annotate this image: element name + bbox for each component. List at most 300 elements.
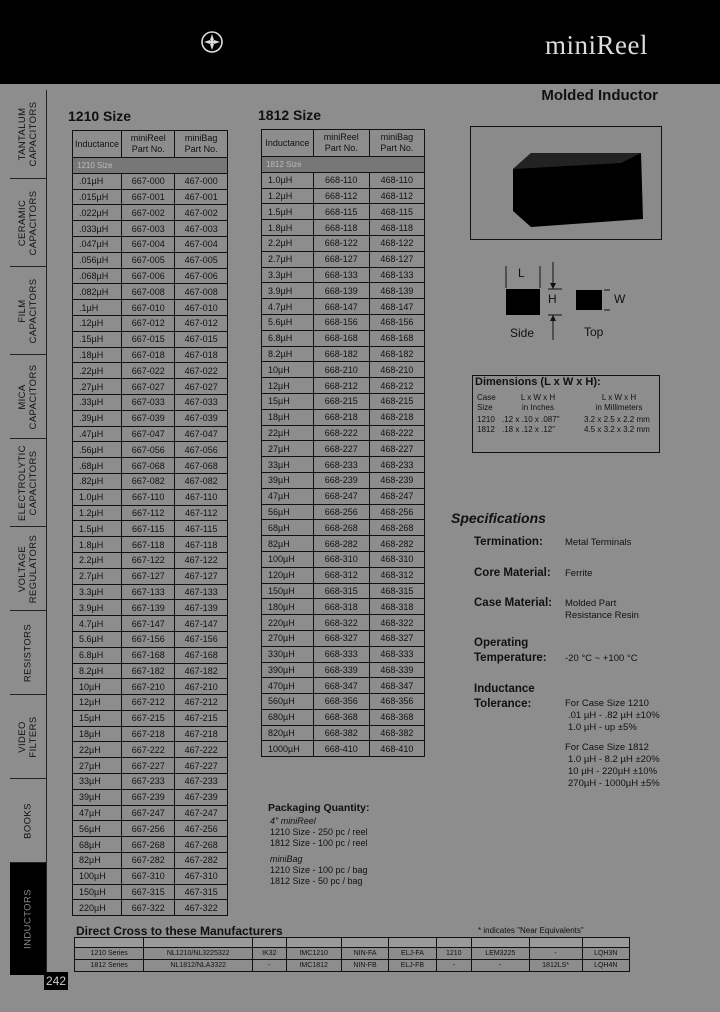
minireel-part-cell: 668-127 — [313, 251, 369, 267]
minibag-part-cell: 468-268 — [369, 520, 424, 536]
cross-header-cell — [471, 938, 529, 948]
minibag-part-cell: 467-022 — [175, 363, 228, 379]
minibag-part-cell: 467-115 — [175, 521, 228, 537]
minireel-part-cell: 667-033 — [122, 394, 175, 410]
inductance-cell: 47µH — [262, 488, 314, 504]
tolerance-label: Inductance Tolerance: — [474, 683, 535, 710]
label-top: Top — [584, 325, 604, 339]
inductance-cell: 33µH — [73, 774, 122, 790]
table-row — [73, 473, 228, 489]
table-1210-title: 1210 Size — [68, 108, 132, 124]
minibag-part-cell: 467-039 — [175, 410, 228, 426]
sidebar-tab[interactable] — [10, 90, 47, 178]
inductance-cell: 1.0µH — [262, 172, 314, 188]
table-row — [262, 694, 425, 710]
tol-1812-line-3: 270µH - 1000µH ±5% — [568, 778, 660, 789]
dim-row-1210-case: 1210 — [477, 415, 495, 424]
inductance-cell: .015µH — [73, 189, 122, 205]
minibag-part-cell: 468-339 — [369, 662, 424, 678]
minireel-part-cell: 667-268 — [122, 837, 175, 853]
sidebar-tab[interactable] — [10, 354, 47, 439]
minireel-part-cell: 667-322 — [122, 900, 175, 916]
sidebar-tab[interactable] — [10, 694, 47, 779]
minireel-part-cell: 668-168 — [313, 330, 369, 346]
minibag-part-cell: 467-008 — [175, 284, 228, 300]
minibag-part-cell: 468-410 — [369, 741, 424, 757]
inductance-cell: 22µH — [262, 425, 314, 441]
sidebar-tab[interactable] — [10, 438, 47, 527]
minireel-part-cell: 667-022 — [122, 363, 175, 379]
table-row — [262, 441, 425, 457]
minibag-part-cell: 468-156 — [369, 314, 424, 330]
table-row — [73, 805, 228, 821]
reel-icon — [200, 30, 224, 54]
table-row — [73, 695, 228, 711]
cross-cell: - — [471, 960, 529, 972]
minibag-part-cell: 468-168 — [369, 330, 424, 346]
inductance-cell: 18µH — [262, 409, 314, 425]
minibag-part-cell: 468-256 — [369, 504, 424, 520]
table-row — [73, 616, 228, 632]
minireel-part-cell: 667-239 — [122, 789, 175, 805]
minireel-part-cell: 667-115 — [122, 521, 175, 537]
minibag-part-cell: 467-215 — [175, 710, 228, 726]
minireel-part-cell: 667-182 — [122, 663, 175, 679]
minireel-part-cell: 667-000 — [122, 173, 175, 189]
sidebar-tab-label: VOLTAGE REGULATORS — [17, 534, 39, 604]
minireel-part-cell: 668-122 — [313, 235, 369, 251]
minibag-part-cell: 468-212 — [369, 378, 424, 394]
sidebar-tab-label: INDUCTORS — [22, 889, 34, 949]
table-row — [262, 172, 425, 188]
minireel-part-cell: 668-356 — [313, 694, 369, 710]
inductance-cell: 120µH — [262, 567, 314, 583]
minireel-part-cell: 668-210 — [313, 362, 369, 378]
minibag-part-cell: 467-147 — [175, 616, 228, 632]
minireel-part-cell: 667-127 — [122, 568, 175, 584]
inductance-cell: 220µH — [262, 615, 314, 631]
minibag-part-cell: 467-015 — [175, 331, 228, 347]
sidebar-tab-label: ELECTROLYTIC CAPACITORS — [17, 445, 39, 521]
table-row — [73, 458, 228, 474]
inductance-cell: 12µH — [73, 695, 122, 711]
minibag-part-cell: 467-233 — [175, 774, 228, 790]
tol-1210-line-2: 1.0 µH - up ±5% — [568, 722, 637, 733]
sidebar-tab[interactable] — [10, 526, 47, 611]
minibag-part-cell: 468-222 — [369, 425, 424, 441]
cross-header-row — [75, 938, 630, 948]
page-number: 242 — [45, 974, 67, 988]
minibag-part-cell: 467-322 — [175, 900, 228, 916]
minireel-part-cell: 668-115 — [313, 204, 369, 220]
table-row — [262, 425, 425, 441]
packaging-bag-line-1: 1210 Size - 100 pc / bag — [270, 865, 368, 875]
minireel-part-cell: 668-247 — [313, 488, 369, 504]
cross-cell: IMC1812 — [286, 960, 341, 972]
sidebar-tab[interactable] — [10, 778, 47, 863]
sidebar-tab-label: FILM CAPACITORS — [17, 278, 39, 344]
minibag-part-cell: 467-002 — [175, 205, 228, 221]
table-row — [262, 472, 425, 488]
inductance-cell: 330µH — [262, 646, 314, 662]
minibag-part-cell: 467-227 — [175, 758, 228, 774]
minibag-part-cell: 467-122 — [175, 552, 228, 568]
table-row — [262, 188, 425, 204]
inductance-cell: 1.8µH — [73, 537, 122, 553]
inductance-cell: 10µH — [262, 362, 314, 378]
cross-cell: - — [436, 960, 471, 972]
cross-cell: - — [529, 948, 582, 960]
table-row — [73, 442, 228, 458]
sidebar-tab[interactable] — [10, 178, 47, 267]
inductance-cell: .12µH — [73, 315, 122, 331]
minireel-part-cell: 668-312 — [313, 567, 369, 583]
table-1210 — [72, 130, 228, 916]
table-row — [262, 393, 425, 409]
inductance-cell: 5.6µH — [262, 314, 314, 330]
core-material-label: Core Material: — [474, 567, 551, 579]
minireel-part-cell: 667-004 — [122, 236, 175, 252]
table-row — [73, 758, 228, 774]
inductance-cell: .056µH — [73, 252, 122, 268]
inductance-cell: .1µH — [73, 300, 122, 316]
inductance-cell: .68µH — [73, 458, 122, 474]
minireel-part-cell: 667-147 — [122, 616, 175, 632]
minibag-part-cell: 467-033 — [175, 394, 228, 410]
minireel-part-cell: 667-222 — [122, 742, 175, 758]
inductance-cell: 220µH — [73, 900, 122, 916]
minibag-part-cell: 468-318 — [369, 599, 424, 615]
inductance-cell: 150µH — [73, 884, 122, 900]
minireel-part-cell: 667-110 — [122, 489, 175, 505]
product-photo — [470, 126, 662, 240]
minibag-part-cell: 468-127 — [369, 251, 424, 267]
table-row — [73, 347, 228, 363]
minireel-part-cell: 667-012 — [122, 315, 175, 331]
minibag-part-cell: 467-001 — [175, 189, 228, 205]
inductance-cell: 270µH — [262, 630, 314, 646]
minireel-part-cell: 667-282 — [122, 853, 175, 869]
minireel-part-cell: 668-239 — [313, 472, 369, 488]
minireel-part-cell: 667-122 — [122, 552, 175, 568]
table-row — [73, 236, 228, 252]
minibag-part-cell: 467-282 — [175, 853, 228, 869]
minireel-part-cell: 668-322 — [313, 615, 369, 631]
col-minibag-header: miniBag Part No. — [369, 130, 424, 157]
cross-cell: LQH4N — [582, 960, 629, 972]
minireel-part-cell: 668-315 — [313, 583, 369, 599]
table-row — [262, 283, 425, 299]
tol-1812-line-1: 1.0 µH - 8.2 µH ±20% — [568, 754, 660, 765]
inductance-cell: 27µH — [73, 758, 122, 774]
minibag-part-cell: 468-312 — [369, 567, 424, 583]
minireel-part-cell: 668-310 — [313, 551, 369, 567]
minireel-part-cell: 667-212 — [122, 695, 175, 711]
inductance-cell: 6.8µH — [262, 330, 314, 346]
table-row — [73, 710, 228, 726]
table-row — [73, 505, 228, 521]
inductance-cell: .82µH — [73, 473, 122, 489]
table-row — [262, 583, 425, 599]
cross-header-cell — [436, 938, 471, 948]
inductance-cell: 3.9µH — [73, 600, 122, 616]
minireel-part-cell: 668-333 — [313, 646, 369, 662]
table-row — [262, 314, 425, 330]
inductance-cell: 390µH — [262, 662, 314, 678]
dim-col-case: Case Size — [477, 393, 496, 412]
tol-1812-line-2: 10 µH - 220µH ±10% — [568, 766, 658, 777]
minibag-part-cell: 467-012 — [175, 315, 228, 331]
minireel-part-cell: 668-215 — [313, 393, 369, 409]
table-row — [262, 646, 425, 662]
table-row — [73, 252, 228, 268]
minibag-part-cell: 467-127 — [175, 568, 228, 584]
minireel-part-cell: 668-182 — [313, 346, 369, 362]
table-row — [262, 725, 425, 741]
inductance-cell: 8.2µH — [73, 663, 122, 679]
minireel-part-cell: 668-339 — [313, 662, 369, 678]
minireel-part-cell: 668-382 — [313, 725, 369, 741]
minibag-part-cell: 467-003 — [175, 221, 228, 237]
minibag-part-cell: 467-047 — [175, 426, 228, 442]
inductance-cell: .47µH — [73, 426, 122, 442]
table-row — [73, 489, 228, 505]
table-row — [262, 504, 425, 520]
table-row — [262, 378, 425, 394]
minireel-part-cell: 668-147 — [313, 299, 369, 315]
minireel-part-cell: 668-282 — [313, 536, 369, 552]
inductance-cell: .33µH — [73, 394, 122, 410]
inductance-cell: 1.2µH — [262, 188, 314, 204]
case-material-value: Molded Part Resistance Resin — [565, 598, 639, 621]
tol-1210-head: For Case Size 1210 — [565, 698, 649, 709]
cross-cell: IK32 — [253, 948, 286, 960]
table-row — [73, 189, 228, 205]
minibag-part-cell: 467-068 — [175, 458, 228, 474]
table-row — [73, 789, 228, 805]
table-row — [262, 251, 425, 267]
table-row — [73, 521, 228, 537]
inductance-cell: 4.7µH — [262, 299, 314, 315]
inductance-cell: 8.2µH — [262, 346, 314, 362]
table-row — [73, 315, 228, 331]
table-row — [73, 552, 228, 568]
minireel-part-cell: 667-112 — [122, 505, 175, 521]
minibag-part-cell: 467-210 — [175, 679, 228, 695]
inductance-cell: 47µH — [73, 805, 122, 821]
minireel-part-cell: 668-347 — [313, 678, 369, 694]
minibag-part-cell: 468-247 — [369, 488, 424, 504]
inductance-cell: 1.2µH — [73, 505, 122, 521]
inductance-cell: 39µH — [73, 789, 122, 805]
inductance-cell: 680µH — [262, 709, 314, 725]
minibag-part-cell: 468-239 — [369, 472, 424, 488]
table-row — [73, 600, 228, 616]
minireel-part-cell: 668-327 — [313, 630, 369, 646]
minibag-part-cell: 468-227 — [369, 441, 424, 457]
inductance-cell: 1000µH — [262, 741, 314, 757]
sidebar-tab-label: RESISTORS — [22, 623, 34, 683]
table-row — [73, 394, 228, 410]
inductance-cell: 470µH — [262, 678, 314, 694]
table-1812 — [261, 129, 425, 757]
packaging-bag-head: miniBag — [270, 854, 303, 864]
minireel-part-cell: 667-227 — [122, 758, 175, 774]
dim-col-inches: L x W x H in Inches — [520, 393, 556, 412]
inductance-cell: 3.3µH — [73, 584, 122, 600]
table-row — [73, 537, 228, 553]
table-row — [73, 568, 228, 584]
table-row — [73, 268, 228, 284]
inductance-cell: 1.5µH — [262, 204, 314, 220]
inductance-cell: 12µH — [262, 378, 314, 394]
table-row — [73, 300, 228, 316]
minibag-part-cell: 467-239 — [175, 789, 228, 805]
cross-cell: 1210 — [436, 948, 471, 960]
minireel-part-cell: 668-110 — [313, 172, 369, 188]
minibag-part-cell: 468-122 — [369, 235, 424, 251]
inductance-cell: 82µH — [262, 536, 314, 552]
minireel-part-cell: 667-233 — [122, 774, 175, 790]
minireel-part-cell: 668-318 — [313, 599, 369, 615]
sidebar-tab[interactable] — [10, 862, 47, 975]
inductance-cell: 2.7µH — [262, 251, 314, 267]
minibag-part-cell: 468-368 — [369, 709, 424, 725]
cross-header-cell — [529, 938, 582, 948]
packaging-reel-line-2: 1812 Size - 100 pc / reel — [270, 838, 368, 848]
cross-cell: 1812 Series — [75, 960, 144, 972]
table-row — [73, 410, 228, 426]
minibag-part-cell: 467-010 — [175, 300, 228, 316]
minibag-part-cell: 467-268 — [175, 837, 228, 853]
table-row — [262, 678, 425, 694]
temperature-label: Operating Temperature: — [474, 637, 547, 664]
cross-header-cell — [253, 938, 286, 948]
table-row — [73, 742, 228, 758]
minibag-part-cell: 467-218 — [175, 726, 228, 742]
cross-cell: NL1210/NL3225322 — [144, 948, 253, 960]
minireel-part-cell: 667-118 — [122, 537, 175, 553]
inductance-cell: 2.2µH — [73, 552, 122, 568]
table-row — [262, 741, 425, 757]
termination-label: Termination: — [474, 536, 543, 548]
table-row — [73, 379, 228, 395]
minireel-part-cell: 668-133 — [313, 267, 369, 283]
minibag-part-cell: 468-356 — [369, 694, 424, 710]
cross-header-cell — [144, 938, 253, 948]
inductance-cell: .01µH — [73, 173, 122, 189]
minibag-part-cell: 468-315 — [369, 583, 424, 599]
table-row — [73, 173, 228, 189]
minireel-part-cell: 667-256 — [122, 821, 175, 837]
cross-header-cell — [75, 938, 144, 948]
minibag-part-cell: 468-182 — [369, 346, 424, 362]
sidebar-tab[interactable] — [10, 266, 47, 355]
inductance-cell: .39µH — [73, 410, 122, 426]
minireel-part-cell: 667-168 — [122, 647, 175, 663]
inductance-cell: 33µH — [262, 457, 314, 473]
table-row — [262, 551, 425, 567]
inductance-cell: 68µH — [73, 837, 122, 853]
minireel-part-cell: 667-006 — [122, 268, 175, 284]
minireel-part-cell: 667-018 — [122, 347, 175, 363]
minibag-part-cell: 467-027 — [175, 379, 228, 395]
minireel-part-cell: 667-218 — [122, 726, 175, 742]
minibag-part-cell: 467-247 — [175, 805, 228, 821]
table-row — [262, 235, 425, 251]
minireel-part-cell: 667-133 — [122, 584, 175, 600]
table-row — [262, 346, 425, 362]
minibag-part-cell: 467-004 — [175, 236, 228, 252]
table-row — [73, 884, 228, 900]
packaging-reel-line-1: 1210 Size - 250 pc / reel — [270, 827, 368, 837]
minibag-part-cell: 468-310 — [369, 551, 424, 567]
table-row — [73, 331, 228, 347]
minireel-part-cell: 668-112 — [313, 188, 369, 204]
minibag-part-cell: 468-110 — [369, 172, 424, 188]
table-row — [262, 662, 425, 678]
table-row — [73, 363, 228, 379]
termination-value: Metal Terminals — [565, 537, 632, 548]
inductance-cell: 2.2µH — [262, 235, 314, 251]
minibag-part-cell: 468-327 — [369, 630, 424, 646]
table-row — [73, 774, 228, 790]
minibag-part-cell: 467-310 — [175, 868, 228, 884]
minibag-part-cell: 468-333 — [369, 646, 424, 662]
table-row — [262, 409, 425, 425]
table-1812-title: 1812 Size — [258, 107, 322, 123]
inductance-cell: 82µH — [73, 853, 122, 869]
minireel-part-cell: 668-227 — [313, 441, 369, 457]
minireel-part-cell: 667-027 — [122, 379, 175, 395]
inductance-cell: 3.9µH — [262, 283, 314, 299]
inductance-cell: 820µH — [262, 725, 314, 741]
table-row — [262, 220, 425, 236]
minibag-part-cell: 467-005 — [175, 252, 228, 268]
sidebar-tab-label: VIDEO FILTERS — [17, 716, 39, 758]
minireel-part-cell: 667-068 — [122, 458, 175, 474]
case-material-label: Case Material: — [474, 597, 552, 609]
dim-row-1812-mm: 4.5 x 3.2 x 3.2 mm — [584, 425, 650, 434]
inductance-cell: 1.8µH — [262, 220, 314, 236]
minireel-part-cell: 667-215 — [122, 710, 175, 726]
inductance-cell: 100µH — [262, 551, 314, 567]
inductance-cell: 150µH — [262, 583, 314, 599]
table-row — [73, 647, 228, 663]
minireel-part-cell: 667-010 — [122, 300, 175, 316]
minireel-part-cell: 668-268 — [313, 520, 369, 536]
minibag-part-cell: 467-168 — [175, 647, 228, 663]
table-row — [73, 853, 228, 869]
minireel-part-cell: 668-212 — [313, 378, 369, 394]
table-row — [73, 284, 228, 300]
dim-row-1210-mm: 3.2 x 2.5 x 2.2 mm — [584, 415, 650, 424]
inductance-cell: .068µH — [73, 268, 122, 284]
sidebar-tab[interactable] — [10, 610, 47, 695]
inductance-cell: 2.7µH — [73, 568, 122, 584]
inductance-cell: .033µH — [73, 221, 122, 237]
minireel-part-cell: 667-002 — [122, 205, 175, 221]
inductance-cell: 100µH — [73, 868, 122, 884]
col-minibag-header: miniBag Part No. — [175, 131, 228, 158]
minibag-part-cell: 468-139 — [369, 283, 424, 299]
cross-reference-title: Direct Cross to these Manufacturers — [76, 924, 283, 938]
table-row — [73, 221, 228, 237]
minireel-part-cell: 668-218 — [313, 409, 369, 425]
minireel-part-cell: 668-256 — [313, 504, 369, 520]
inductance-cell: 180µH — [262, 599, 314, 615]
minibag-part-cell: 467-133 — [175, 584, 228, 600]
